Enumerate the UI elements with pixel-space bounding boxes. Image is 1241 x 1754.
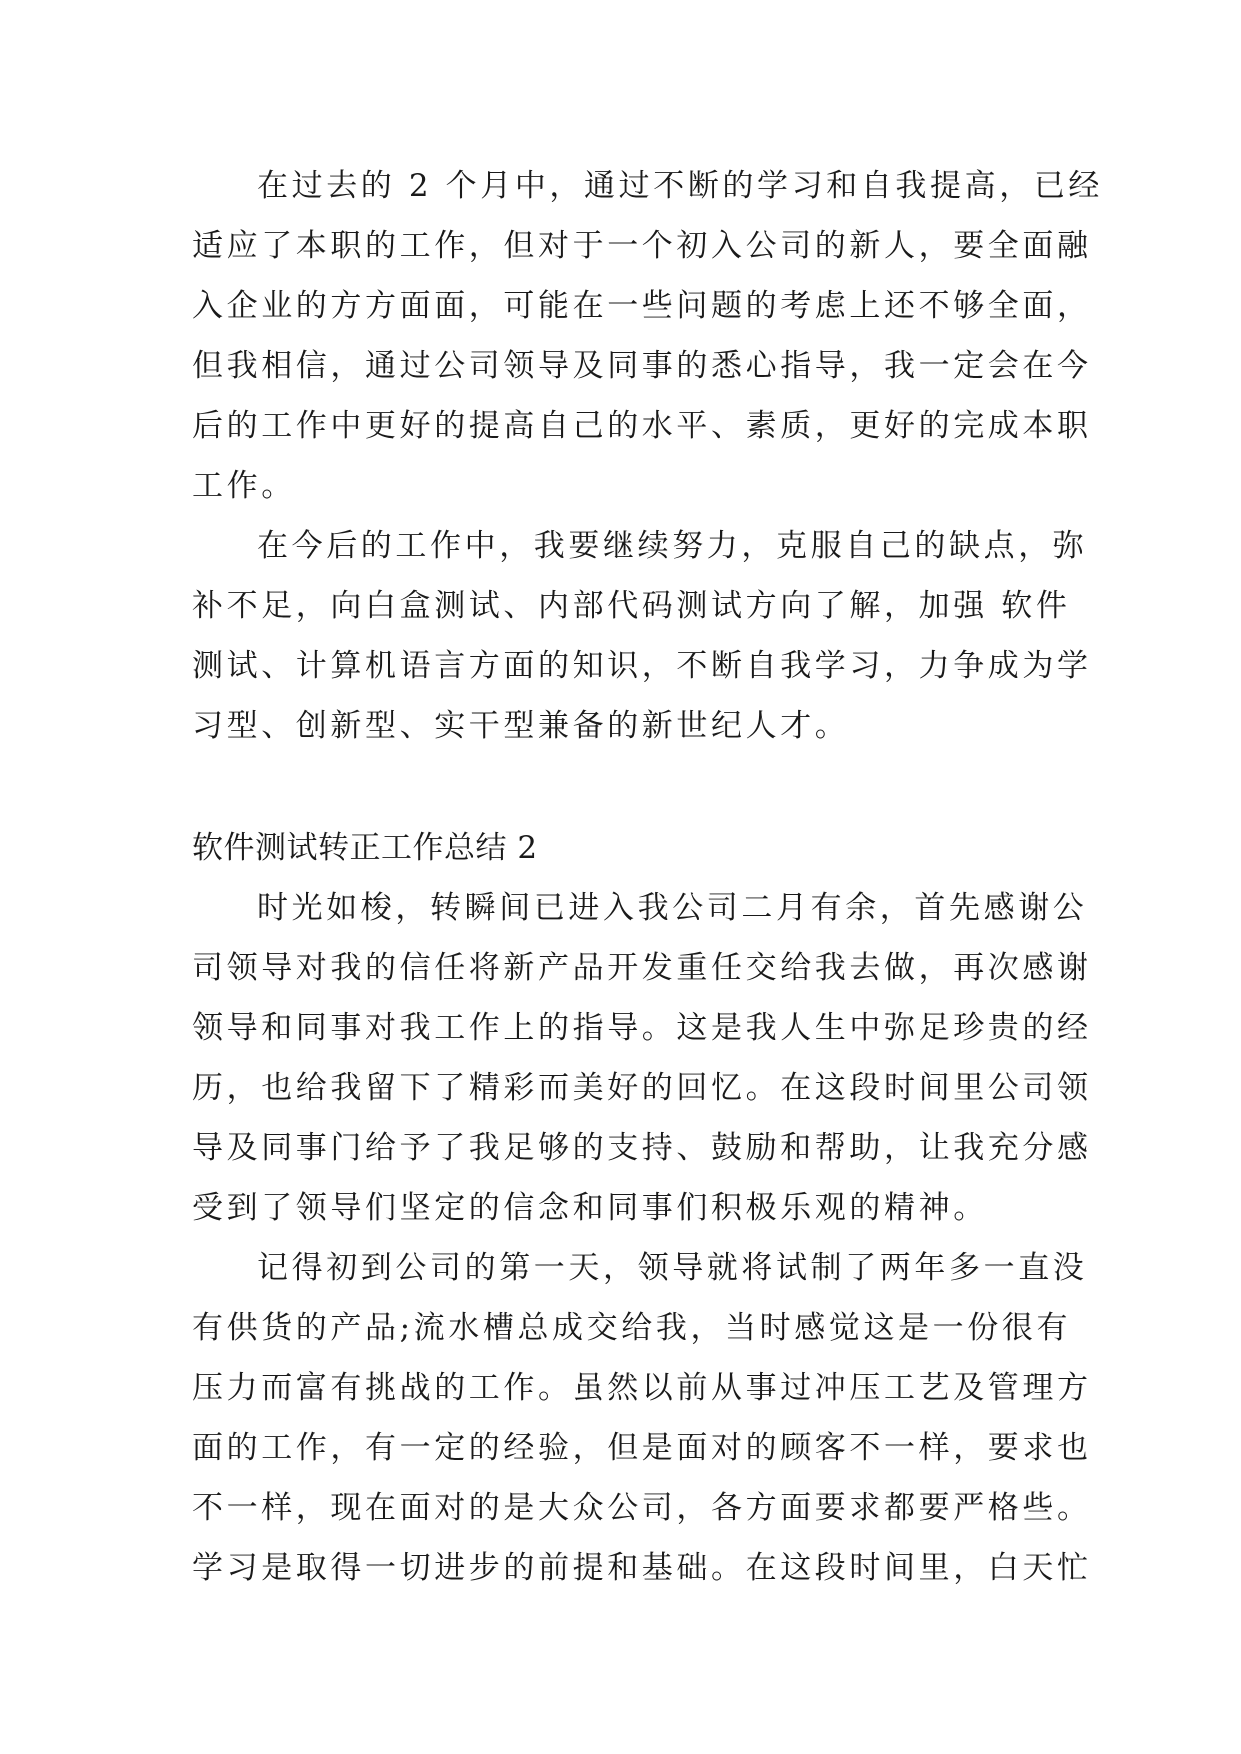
paragraph-line: 司领导对我的信任将新产品开发重任交给我去做，再次感谢 [192,950,1092,986]
paragraph-line: 记得初到公司的第一天，领导就将试制了两年多一直没 [257,1250,1088,1286]
paragraph-line: 不一样，现在面对的是大众公司，各方面要求都要严格些。 [192,1490,1092,1526]
paragraph-line: 学习是取得一切进步的前提和基础。在这段时间里，白天忙 [192,1550,1092,1586]
paragraph-line: 习型、创新型、实干型兼备的新世纪人才。 [192,708,850,744]
document-body [192,156,1104,1598]
paragraph-line: 时光如梭，转瞬间已进入我公司二月有余，首先感谢公 [257,890,1088,926]
section-title: 软件测试转正工作总结 2 [192,830,538,866]
paragraph-line: 工作。 [192,468,296,504]
paragraph-line: 受到了领导们坚定的信念和同事们积极乐观的精神。 [192,1190,988,1226]
paragraph-line: 压力而富有挑战的工作。虽然以前从事过冲压工艺及管理方 [192,1370,1092,1406]
paragraph-line: 但我相信，通过公司领导及同事的悉心指导，我一定会在今 [192,348,1092,384]
paragraph [192,516,1092,756]
paragraph-line: 领导和同事对我工作上的指导。这是我人生中弥足珍贵的经 [192,1010,1092,1046]
paragraph-line: 在今后的工作中，我要继续努力，克服自己的缺点，弥 [257,528,1088,564]
paragraph [192,1238,1092,1598]
paragraph-line: 测试、计算机语言方面的知识，不断自我学习，力争成为学 [192,648,1092,684]
paragraph-line: 在过去的 2 个月中，通过不断的学习和自我提高，已经 [257,168,1104,204]
paragraph-line: 有供货的产品;流水槽总成交给我，当时感觉这是一份很有 [192,1310,1072,1346]
paragraph-line: 导及同事门给予了我足够的支持、鼓励和帮助，让我充分感 [192,1130,1092,1166]
paragraph [192,156,1104,516]
paragraph-line: 补不足，向白盒测试、内部代码测试方向了解，加强 软件 [192,588,1071,624]
paragraph-line: 面的工作，有一定的经验，但是面对的顾客不一样，要求也 [192,1430,1092,1466]
paragraph-line: 后的工作中更好的提高自己的水平、素质，更好的完成本职 [192,408,1092,444]
paragraph-line: 入企业的方方面面，可能在一些问题的考虑上还不够全面， [192,288,1092,324]
paragraph-line: 适应了本职的工作，但对于一个初入公司的新人，要全面融 [192,228,1092,264]
paragraph-line: 历，也给我留下了精彩而美好的回忆。在这段时间里公司领 [192,1070,1092,1106]
paragraph [192,878,1092,1238]
section-spacer [192,756,1052,818]
